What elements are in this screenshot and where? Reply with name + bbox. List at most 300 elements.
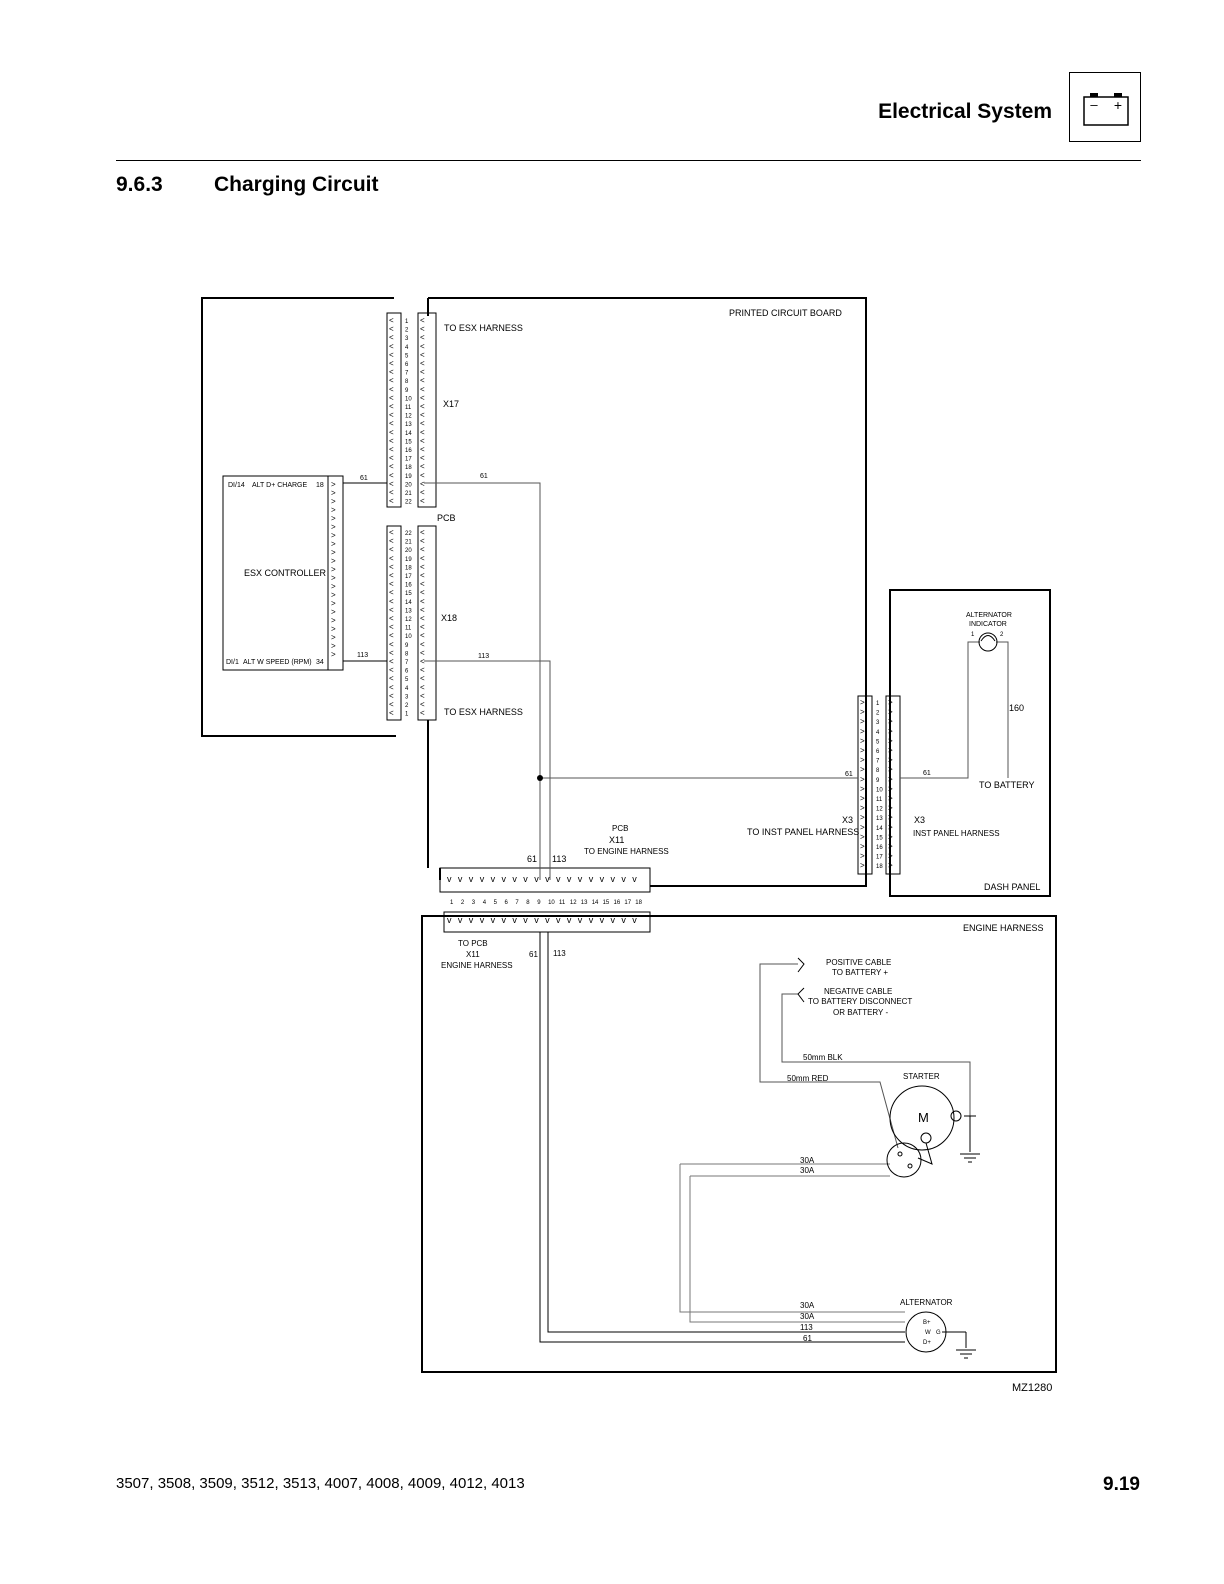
connector-pin-glyph: > xyxy=(888,765,893,775)
connector-pin-number: 17 xyxy=(405,574,412,580)
connector-pin-number: 14 xyxy=(591,900,599,906)
connector-pin-number: 2 xyxy=(405,327,409,334)
connector-pin-glyph: > xyxy=(331,522,336,532)
drawing-id: MZ1280 xyxy=(1012,1382,1053,1394)
connector-pin-glyph: > xyxy=(860,746,865,755)
connector-pin-glyph: < xyxy=(420,614,425,623)
connector-pin-number: 4 xyxy=(405,344,409,351)
connector-pin-number: 2 xyxy=(876,710,880,717)
connector-pin-glyph: < xyxy=(420,708,425,718)
connector-pin-glyph: < xyxy=(389,657,394,666)
connector-pin-glyph: < xyxy=(389,488,394,497)
wire-30a-2: 30A xyxy=(800,1166,815,1175)
connector-pin-number: 2 xyxy=(405,703,409,709)
connector-pin-number: 1 xyxy=(450,900,454,906)
section-title: Charging Circuit xyxy=(214,173,379,196)
connector-pin-glyph: > xyxy=(860,726,865,736)
pin18-label: 18 xyxy=(316,482,324,489)
indicator-pin-2: 2 xyxy=(1000,632,1004,638)
connector-pin-glyph: < xyxy=(420,350,425,360)
connector-pin-glyph: > xyxy=(331,488,336,498)
connector-pin-number: 16 xyxy=(613,900,621,906)
connector-pin-glyph: v xyxy=(599,874,605,884)
connector-pin-glyph: < xyxy=(389,376,394,386)
connector-pin-number: 3 xyxy=(471,900,476,906)
connector-pin-glyph: < xyxy=(420,436,425,446)
connector-pin-glyph: < xyxy=(389,553,394,563)
positive-cable-label-2: TO BATTERY + xyxy=(832,968,889,977)
connector-pin-glyph: v xyxy=(512,874,517,884)
connector-pin-glyph: v xyxy=(534,874,539,884)
connector-pin-glyph: > xyxy=(860,842,865,851)
connector-pin-glyph: < xyxy=(420,639,425,649)
connector-pin-glyph: > xyxy=(331,565,336,574)
connector-pin-number: 13 xyxy=(876,816,883,823)
positive-cable-label-1: POSITIVE CABLE xyxy=(826,958,892,967)
connector-pin-glyph: < xyxy=(389,536,394,546)
connector-pin-number: 20 xyxy=(405,548,412,555)
connector-pin-glyph: < xyxy=(420,479,425,489)
connector-pin-number: 16 xyxy=(405,448,412,454)
pcb-label: PCB xyxy=(437,513,456,523)
connector-pin-number: 18 xyxy=(405,465,412,472)
alt-w-speed-label: ALT W SPEED (RPM) xyxy=(243,659,312,666)
connector-pin-number: 1 xyxy=(405,319,409,325)
connector-pin-glyph: < xyxy=(420,588,425,598)
connector-pin-glyph: < xyxy=(389,402,394,411)
connector-pin-glyph: v xyxy=(457,915,463,925)
connector-pin-glyph: < xyxy=(389,631,394,641)
negative-cable-label-2: TO BATTERY DISCONNECT xyxy=(808,997,913,1006)
wire-61-x11: 61 xyxy=(527,854,538,864)
connector-pin-glyph: > xyxy=(860,851,865,861)
connector-pin-number: 11 xyxy=(876,797,883,803)
connector-pin-number: 6 xyxy=(504,900,508,906)
connector-pin-number: 6 xyxy=(405,362,409,368)
connector-pin-glyph: > xyxy=(331,497,336,506)
to-esx-harness-bottom: TO ESX HARNESS xyxy=(444,707,523,717)
x3-right-inst-label: INST PANEL HARNESS xyxy=(913,829,1000,838)
connector-pin-glyph: v xyxy=(545,915,550,925)
connector-pin-number: 18 xyxy=(405,565,412,572)
alternator-label: ALTERNATOR xyxy=(900,1298,953,1307)
connector-pin-glyph: > xyxy=(331,590,336,600)
connector-pin-glyph: < xyxy=(389,700,394,709)
connector-pin-glyph: v xyxy=(610,915,615,925)
x11-pcb-label: PCB xyxy=(612,824,629,833)
connector-pin-glyph: > xyxy=(888,851,893,861)
connector-pin-glyph: < xyxy=(420,427,425,437)
starter-motor-label: M xyxy=(918,1110,929,1125)
wire-61-x3-left: 61 xyxy=(845,771,853,778)
wire-61-x3-right: 61 xyxy=(923,770,931,777)
connector-pin-glyph: < xyxy=(420,579,425,589)
connector-pin-glyph: v xyxy=(457,874,463,884)
connector-pin-glyph: < xyxy=(389,545,394,555)
connector-pin-number: 4 xyxy=(405,685,409,692)
connector-pin-number: 1 xyxy=(876,701,880,707)
connector-pin-glyph: > xyxy=(888,707,893,717)
connector-pin-number: 9 xyxy=(405,387,409,394)
eh-wire-113: 113 xyxy=(553,949,566,958)
connector-pin-number: 5 xyxy=(876,739,880,746)
connector-pin-number: 15 xyxy=(405,439,412,446)
connector-pin-glyph: < xyxy=(420,648,425,658)
connector-pin-glyph: v xyxy=(490,915,496,925)
starter-label: STARTER xyxy=(903,1072,940,1081)
connector-pin-glyph: v xyxy=(512,915,517,925)
connector-pin-glyph: < xyxy=(420,691,425,701)
connector-pin-glyph: > xyxy=(888,746,893,755)
connector-pin-number: 16 xyxy=(405,582,412,589)
connector-pin-glyph: > xyxy=(888,698,893,707)
indicator-pin-1: 1 xyxy=(971,632,975,638)
connector-pin-number: 3 xyxy=(405,336,409,343)
connector-pin-glyph: < xyxy=(389,367,394,377)
eh-to-pcb-label: TO PCB xyxy=(458,939,488,948)
connector-pin-glyph: > xyxy=(888,813,893,823)
alt-indicator-label-1: ALTERNATOR xyxy=(966,612,1012,619)
connector-pin-glyph: v xyxy=(621,915,626,925)
connector-pin-glyph: < xyxy=(389,496,394,506)
connector-pin-glyph: > xyxy=(860,803,865,813)
connector-pin-glyph: < xyxy=(389,462,394,472)
connector-pin-glyph: > xyxy=(860,861,865,871)
di14-label: DI/14 xyxy=(228,482,245,489)
pcb-board-label: PRINTED CIRCUIT BOARD xyxy=(729,308,842,318)
connector-pin-glyph: < xyxy=(389,427,394,437)
connector-pin-glyph: < xyxy=(420,622,425,632)
connector-pin-glyph: > xyxy=(331,573,336,583)
connector-pin-glyph: < xyxy=(389,359,394,368)
connector-pin-number: 15 xyxy=(876,835,883,842)
connector-pin-glyph: v xyxy=(577,915,583,925)
connector-pin-number: 13 xyxy=(580,900,588,906)
connector-pin-number: 17 xyxy=(405,456,412,463)
connector-pin-glyph: > xyxy=(331,650,336,659)
connector-pin-glyph: > xyxy=(860,832,865,842)
esx-controller-label: ESX CONTROLLER xyxy=(244,568,327,578)
connector-pin-number: 12 xyxy=(405,413,412,420)
connector-pin-glyph: > xyxy=(860,765,865,775)
blk-cable-label: 50mm BLK xyxy=(803,1053,843,1062)
connector-pin-number: 10 xyxy=(876,787,883,794)
connector-pin-glyph: < xyxy=(420,674,425,684)
connector-pin-number: 13 xyxy=(405,608,412,615)
section-header-title: Electrical System xyxy=(878,100,1052,123)
section-number: 9.6.3 xyxy=(116,173,163,196)
connector-pin-glyph: < xyxy=(389,579,394,589)
connector-pin-glyph: > xyxy=(860,794,865,803)
x3-left-to-label: TO INST PANEL HARNESS xyxy=(747,827,860,837)
connector-pin-number: 5 xyxy=(405,677,409,684)
connector-pin-number: 6 xyxy=(405,668,409,675)
connector-pin-glyph: v xyxy=(632,915,637,925)
connector-pin-glyph: < xyxy=(389,479,394,489)
wire-160: 160 xyxy=(1009,703,1025,713)
eh-wire-61: 61 xyxy=(529,950,538,959)
connector-pin-glyph: < xyxy=(389,453,394,463)
pin34-label: 34 xyxy=(316,659,324,666)
connector-pin-glyph: v xyxy=(556,915,561,925)
connector-pin-glyph: < xyxy=(389,596,394,606)
connector-pin-number: 22 xyxy=(405,531,412,537)
connector-pin-number: 5 xyxy=(405,353,409,360)
connector-pin-number: 4 xyxy=(482,900,487,906)
connector-pin-number: 11 xyxy=(405,625,412,632)
wire-113-alt: 113 xyxy=(800,1323,813,1332)
connector-pin-number: 12 xyxy=(876,806,883,813)
connector-pin-glyph: < xyxy=(420,700,425,709)
eh-engine-harness-label: ENGINE HARNESS xyxy=(441,961,513,970)
wire-30a-1: 30A xyxy=(800,1156,815,1165)
alt-g-terminal: G xyxy=(936,1330,941,1336)
connector-pin-glyph: < xyxy=(389,341,394,351)
connector-pin-glyph: < xyxy=(420,393,425,403)
alt-d-terminal: D+ xyxy=(923,1340,931,1346)
connector-pin-number: 3 xyxy=(405,694,409,701)
connector-pin-number: 7 xyxy=(515,900,519,906)
connector-pin-glyph: > xyxy=(331,633,336,642)
connector-pin-glyph: < xyxy=(420,571,425,580)
x11-to-engine-label: TO ENGINE HARNESS xyxy=(584,847,669,856)
connector-pin-glyph: > xyxy=(331,480,336,489)
connector-pin-glyph: > xyxy=(860,813,865,823)
connector-pin-glyph: < xyxy=(389,665,394,675)
connector-pin-glyph: < xyxy=(420,410,425,420)
connector-pin-glyph: < xyxy=(389,674,394,684)
connector-pin-number: 14 xyxy=(405,430,412,437)
connector-pin-number: 10 xyxy=(405,634,412,641)
connector-pin-glyph: v xyxy=(610,874,615,884)
connector-pin-glyph: > xyxy=(888,794,893,803)
connector-pin-glyph: < xyxy=(420,545,425,555)
connector-pin-glyph: < xyxy=(389,528,394,537)
connector-pin-glyph: v xyxy=(545,874,550,884)
connector-pin-number: 8 xyxy=(405,379,409,386)
connector-pin-glyph: < xyxy=(420,419,425,429)
connector-pin-glyph: < xyxy=(389,639,394,649)
connector-pin-number: 21 xyxy=(405,491,412,497)
connector-pin-glyph: < xyxy=(420,536,425,546)
battery-minus-sign: – xyxy=(1090,97,1098,112)
connector-pin-glyph: < xyxy=(389,316,394,325)
connector-pin-glyph: < xyxy=(389,445,394,454)
connector-pin-glyph: < xyxy=(420,496,425,506)
connector-pin-glyph: > xyxy=(888,736,893,746)
alt-indicator-label-2: INDICATOR xyxy=(969,621,1007,628)
connector-pin-glyph: < xyxy=(389,393,394,403)
connector-pin-glyph: v xyxy=(588,874,594,884)
connector-pin-glyph: < xyxy=(420,384,425,394)
connector-pin-glyph: < xyxy=(420,462,425,472)
connector-pin-number: 22 xyxy=(405,499,412,506)
connector-pin-number: 10 xyxy=(548,900,555,906)
connector-pin-number: 18 xyxy=(876,864,883,871)
connector-pin-glyph: > xyxy=(888,717,893,727)
connector-pin-glyph: v xyxy=(523,874,528,884)
connector-pin-glyph: > xyxy=(331,624,336,634)
connector-pin-glyph: < xyxy=(420,359,425,368)
connector-pin-glyph: < xyxy=(389,436,394,446)
dash-panel-label: DASH PANEL xyxy=(984,882,1041,892)
connector-pin-glyph: < xyxy=(420,488,425,497)
connector-pin-glyph: < xyxy=(420,562,425,572)
connector-pin-number: 15 xyxy=(602,900,610,906)
wire-30a-4: 30A xyxy=(800,1312,815,1321)
connector-pin-glyph: v xyxy=(621,874,626,884)
connector-pin-glyph: < xyxy=(420,665,425,675)
connector-pin-glyph: > xyxy=(888,784,893,794)
connector-pin-glyph: > xyxy=(860,698,865,707)
connector-pin-glyph: > xyxy=(888,861,893,871)
connector-pin-number: 11 xyxy=(405,405,412,411)
connector-pin-glyph: > xyxy=(331,556,336,566)
engine-harness-label: ENGINE HARNESS xyxy=(963,923,1044,933)
connector-pin-glyph: v xyxy=(632,874,637,884)
x17-label: X17 xyxy=(443,399,460,409)
connector-pin-number: 17 xyxy=(876,854,883,861)
connector-pin-glyph: < xyxy=(420,341,425,351)
connector-pin-number: 2 xyxy=(460,900,465,906)
connector-pin-glyph: < xyxy=(389,614,394,623)
negative-cable-label-1: NEGATIVE CABLE xyxy=(824,987,893,996)
page-number: 9.19 xyxy=(1103,1474,1140,1495)
connector-pin-glyph: v xyxy=(566,874,572,884)
to-battery-label: TO BATTERY xyxy=(979,780,1035,790)
connector-pin-glyph: < xyxy=(389,470,394,480)
connector-pin-number: 7 xyxy=(405,660,409,666)
connector-pin-glyph: v xyxy=(523,915,528,925)
connector-pin-glyph: > xyxy=(331,641,336,651)
connector-pin-glyph: < xyxy=(420,445,425,454)
wire-113-x11: 113 xyxy=(552,854,567,864)
connector-pin-glyph: > xyxy=(860,755,865,765)
connector-pin-number: 19 xyxy=(405,556,412,563)
connector-pin-glyph: v xyxy=(501,915,506,925)
connector-pin-glyph: < xyxy=(389,571,394,580)
connector-pin-glyph: > xyxy=(331,539,336,549)
connector-pin-glyph: < xyxy=(420,553,425,563)
connector-pin-number: 7 xyxy=(405,370,409,377)
connector-pin-number: 3 xyxy=(876,720,880,727)
connector-pin-glyph: > xyxy=(888,755,893,765)
battery-plus-sign: + xyxy=(1113,97,1123,113)
wire-113-pcb: 113 xyxy=(478,653,490,660)
x3-left-label: X3 xyxy=(842,815,854,825)
wire-61-esx: 61 xyxy=(360,475,368,482)
connector-pin-glyph: < xyxy=(389,324,394,334)
connector-pin-glyph: > xyxy=(888,822,893,832)
connector-pin-glyph: < xyxy=(389,622,394,632)
connector-pin-glyph: > xyxy=(888,832,893,842)
connector-pin-number: 14 xyxy=(876,825,883,832)
connector-pin-glyph: < xyxy=(389,588,394,598)
negative-cable-label-3: OR BATTERY - xyxy=(833,1008,889,1017)
connector-pin-number: 10 xyxy=(405,396,412,403)
connector-pin-glyph: < xyxy=(420,596,425,606)
connector-pin-number: 12 xyxy=(405,617,412,623)
wire-113-esx: 113 xyxy=(357,652,369,659)
connector-pin-number: 8 xyxy=(876,768,880,775)
alt-w-terminal: W xyxy=(925,1330,931,1336)
connector-pin-glyph: v xyxy=(490,874,496,884)
connector-pin-glyph: v xyxy=(468,874,474,884)
connector-pin-number: 17 xyxy=(624,900,632,906)
connector-pin-glyph: > xyxy=(331,599,336,608)
connector-pin-glyph: < xyxy=(420,657,425,666)
connector-pin-number: 5 xyxy=(493,900,497,906)
di1-label: DI/1 xyxy=(226,659,239,666)
connector-pin-glyph: > xyxy=(860,717,865,727)
connector-pin-glyph: > xyxy=(331,582,336,591)
connector-pin-glyph: < xyxy=(389,350,394,360)
connector-pin-number: 9 xyxy=(537,900,541,906)
connector-pin-number: 16 xyxy=(876,845,883,851)
connector-pin-glyph: > xyxy=(331,548,336,557)
footer-models: 3507, 3508, 3509, 3512, 3513, 4007, 4008, 4009, 4012, 4013 xyxy=(116,1475,525,1492)
to-esx-harness-top: TO ESX HARNESS xyxy=(444,323,523,333)
x3-right-label: X3 xyxy=(914,815,926,825)
connector-pin-number: 13 xyxy=(405,422,412,429)
alt-b-terminal: B+ xyxy=(923,1320,931,1326)
connector-pin-glyph: < xyxy=(389,562,394,572)
wire-61-alt: 61 xyxy=(803,1334,812,1343)
connector-pin-glyph: < xyxy=(420,333,425,343)
red-cable-label: 50mm RED xyxy=(787,1074,829,1083)
connector-pin-glyph: v xyxy=(501,874,506,884)
connector-pin-number: 8 xyxy=(405,651,409,658)
connector-pin-glyph: < xyxy=(420,316,425,325)
connector-pin-glyph: > xyxy=(888,842,893,851)
connector-pin-glyph: > xyxy=(860,784,865,794)
connector-pin-number: 1 xyxy=(405,711,409,718)
connector-pin-glyph: > xyxy=(860,774,865,784)
connector-pin-glyph: > xyxy=(888,774,893,784)
connector-pin-number: 21 xyxy=(405,539,412,546)
connector-pin-glyph: < xyxy=(420,376,425,386)
connector-pin-number: 18 xyxy=(635,900,642,906)
connector-pin-glyph: v xyxy=(588,915,594,925)
connector-pin-glyph: v xyxy=(447,915,452,925)
connector-pin-number: 8 xyxy=(526,900,530,906)
connector-pin-glyph: v xyxy=(479,874,485,884)
connector-pin-number: 7 xyxy=(876,758,880,765)
alt-d-charge-label: ALT D+ CHARGE xyxy=(252,482,308,489)
connector-pin-glyph: < xyxy=(420,402,425,411)
connector-pin-glyph: v xyxy=(468,915,474,925)
x18-label: X18 xyxy=(441,613,458,623)
connector-pin-glyph: < xyxy=(420,528,425,537)
connector-pin-glyph: < xyxy=(420,453,425,463)
connector-pin-glyph: v xyxy=(556,874,561,884)
connector-pin-glyph: < xyxy=(389,605,394,615)
connector-pin-glyph: > xyxy=(860,822,865,832)
connector-pin-glyph: < xyxy=(420,682,425,692)
connector-pin-number: 20 xyxy=(405,482,412,489)
connector-pin-glyph: > xyxy=(331,514,336,523)
connector-pin-number: 6 xyxy=(876,749,880,755)
connector-pin-glyph: < xyxy=(420,605,425,615)
connector-pin-glyph: v xyxy=(447,874,452,884)
connector-pin-glyph: > xyxy=(331,505,336,515)
connector-pin-number: 9 xyxy=(876,777,880,784)
connector-pin-glyph: < xyxy=(389,708,394,718)
connector-pin-glyph: v xyxy=(534,915,539,925)
wire-61-pcb: 61 xyxy=(480,473,488,480)
connector-pin-glyph: < xyxy=(420,367,425,377)
connector-pin-glyph: > xyxy=(331,531,336,540)
